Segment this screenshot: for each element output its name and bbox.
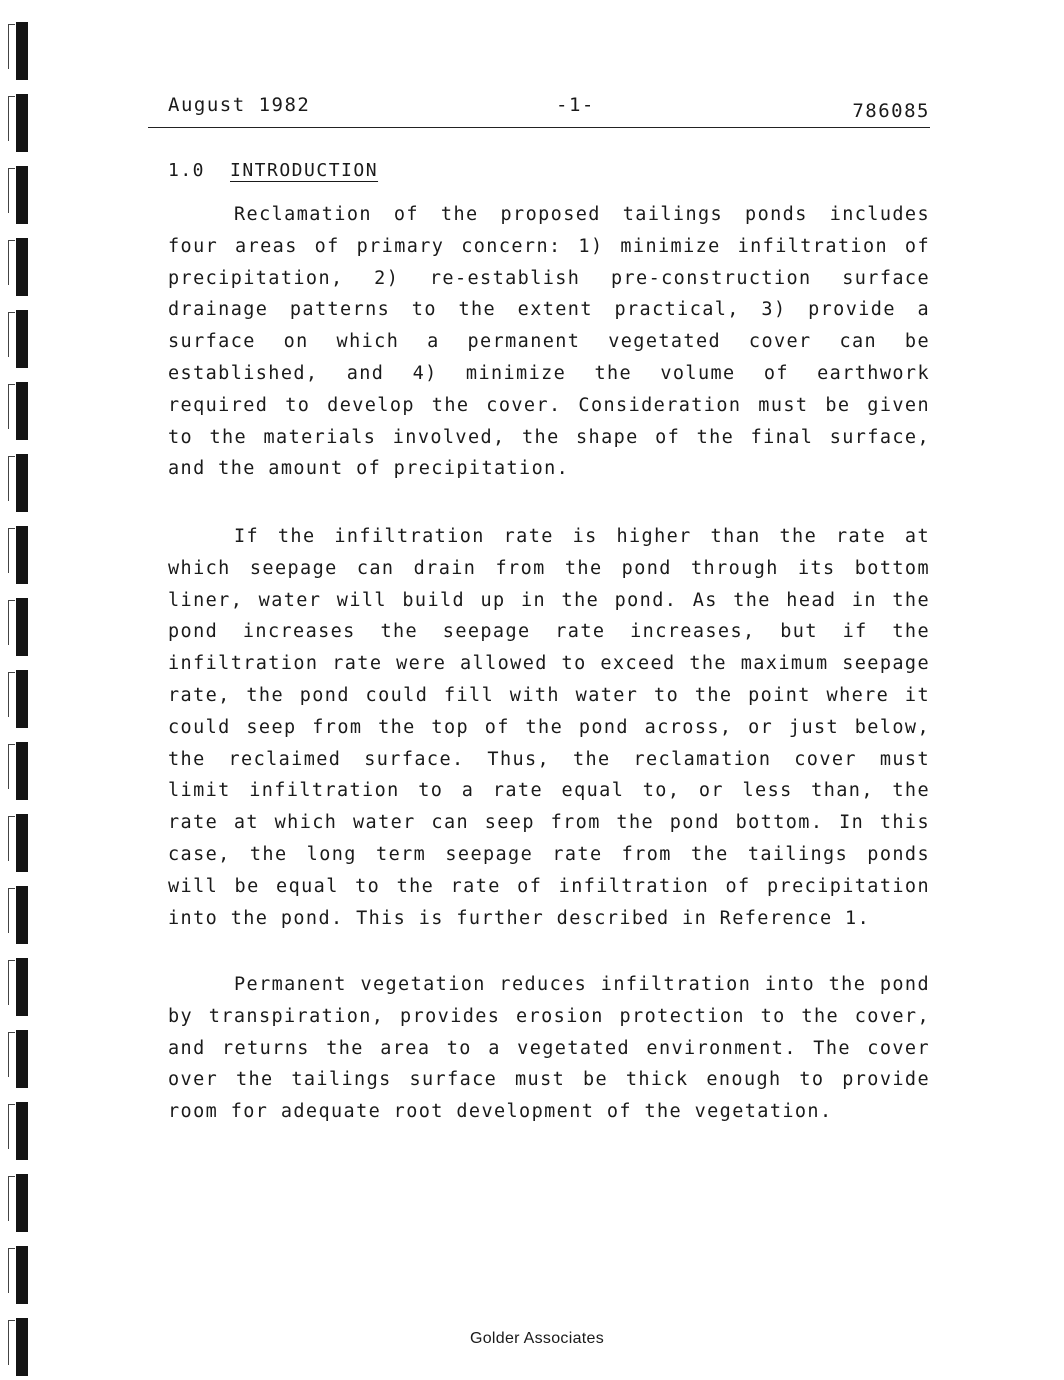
binding-mark: [8, 742, 38, 800]
binding-mark: [8, 382, 38, 440]
binding-mark: [8, 1030, 38, 1088]
binding-mark: [8, 166, 38, 224]
paragraph: Reclamation of the proposed tailings ponds includes four areas of primary concern: 1) minimize infiltration of precipitation, 2) re-establish pre-construction surface drainage patterns to the extent practical, 3) provide a surface on which a permanent vegetated cover can be established, and 4) minimize the volume of earthwork required to develop the cover. Consideration must be given to the materials involved, the shape of the final surface, and the amount of precipitation.: [168, 204, 930, 480]
footer-company: Golder Associates: [469, 1330, 605, 1347]
section-heading: [168, 160, 378, 181]
paragraph: If the infiltration rate is higher than the rate at which seepage can drain from the pond through its bottom liner, water will build up in the pond. As the head in the pond increases the seepage rate increases, but if the infiltration rate were allowed to exceed the maximum seepage rate, the pond could fill with water to the point where it could seep from the top of the pond across, or just below, the reclaimed surface. Thus, the reclamation cover must limit infiltration to a rate equal to, or less than, the rate at which water can seep from the pond bottom. In this case, the long term seepage rate from the tailings ponds will be equal to the rate of infiltration of precipitation into the pond. This is further described in Reference 1.: [168, 526, 930, 929]
document-number: 786085: [852, 100, 930, 122]
page-number: -1-: [556, 94, 595, 116]
section-title: INTRODUCTION: [230, 160, 379, 181]
binding-mark: [8, 22, 38, 80]
paragraph: Permanent vegetation reduces infiltration into the pond by transpiration, provides erosion protection to the cover, and returns the area to a vegetated environment. The cover over the tailings surface must be thick enough to provide room for adequate root development of the vegetation.: [168, 974, 930, 1123]
binding-mark: [8, 526, 38, 584]
binding-mark: [8, 1174, 38, 1232]
binding-mark: [8, 598, 38, 656]
binding-mark: [8, 94, 38, 152]
binding-mark: [8, 1246, 38, 1304]
binding-marks: [0, 0, 50, 1380]
binding-mark: [8, 670, 38, 728]
page-header: [168, 94, 930, 124]
section-number: 1.0: [168, 160, 206, 181]
binding-mark: [8, 886, 38, 944]
header-divider: [148, 127, 930, 128]
binding-mark: [8, 958, 38, 1016]
binding-mark: [8, 814, 38, 872]
binding-mark: [8, 238, 38, 296]
binding-mark: [8, 454, 38, 512]
binding-mark: [8, 1102, 38, 1160]
binding-mark: [8, 310, 38, 368]
header-date: August 1982: [168, 94, 311, 116]
